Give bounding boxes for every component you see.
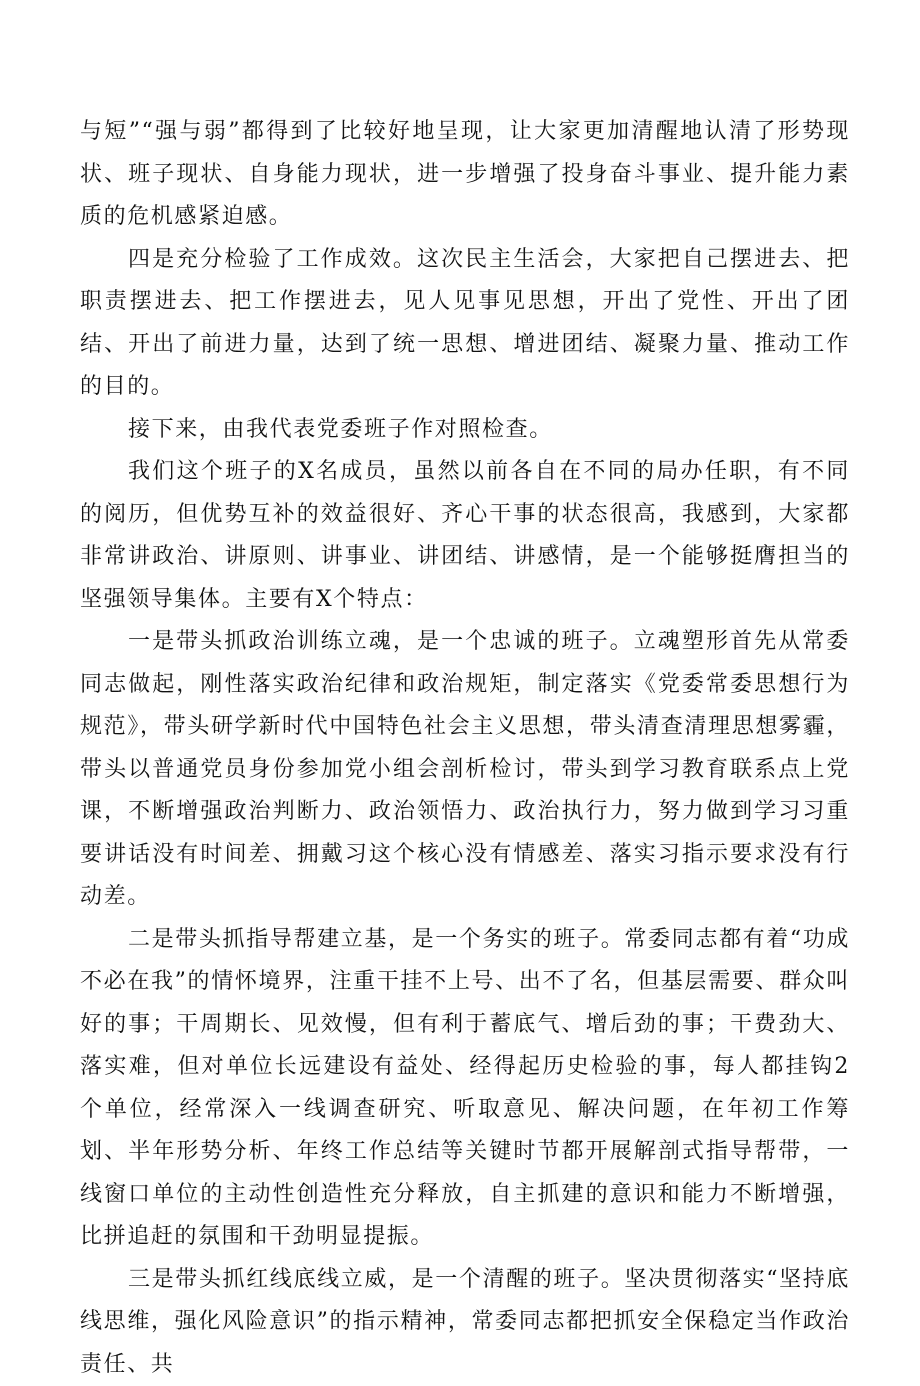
paragraph-7: 三是带头抓红线底线立威，是一个清醒的班子。坚决贯彻落实“坚持底线思维，强化风险意识”的指示精神，常委同志都把抓安全保稳定当作政治责任、共	[80, 1259, 850, 1386]
paragraph-1: 与短”“强与弱”都得到了比较好地呈现，让大家更加清醒地认清了形势现状、班子现状、自身能力现状，进一步增强了投身奋斗事业、提升能力素质的危机感紧迫感。	[80, 111, 850, 239]
paragraph-5: 一是带头抓政治训练立魂，是一个忠诚的班子。立魂塑形首先从常委同志做起，刚性落实政治纪律和政治规矩，制定落实《党委常委思想行为规范》，带头研学新时代中国特色社会主义思想，带头清查清理思想雾霾，带头以普通党员身份参加党小组会剖析检讨，带头到学习教育联系点上党课，不断增强政治判断力、政治领悟力、政治执行力，努力做到学习习重要讲话没有时间差、拥戴习这个核心没有情感差、落实习指示要求没有行动差。	[80, 621, 850, 919]
paragraph-4: 我们这个班子的X名成员，虽然以前各自在不同的局办任职，有不同的阅历，但优势互补的效益很好、齐心干事的状态很高，我感到，大家都非常讲政治、讲原则、讲事业、讲团结、讲感情，是一个能够挺膺担当的坚强领导集体。主要有X个特点：	[80, 451, 850, 621]
paragraph-6: 二是带头抓指导帮建立基，是一个务实的班子。常委同志都有着“功成不必在我”的情怀境界，注重干挂不上号、出不了名，但基层需要、群众叫好的事；干周期长、见效慢，但有利于蓄底气、增后劲的事；干费劲大、落实难，但对单位长远建设有益处、经得起历史检验的事，每人都挂钩2个单位，经常深入一线调查研究、听取意见、解决问题，在年初工作筹划、半年形势分析、年终工作总结等关键时节都开展解剖式指导帮带，一线窗口单位的主动性创造性充分释放，自主抓建的意识和能力不断增强，比拼追赶的氛围和干劲明显提振。	[80, 919, 850, 1259]
document-page	[80, 111, 850, 1386]
paragraph-3: 接下来，由我代表党委班子作对照检查。	[80, 409, 850, 452]
paragraph-2: 四是充分检验了工作成效。这次民主生活会，大家把自己摆进去、把职责摆进去、把工作摆进去，见人见事见思想，开出了党性、开出了团结、开出了前进力量，达到了统一思想、增进团结、凝聚力量、推动工作的目的。	[80, 239, 850, 409]
